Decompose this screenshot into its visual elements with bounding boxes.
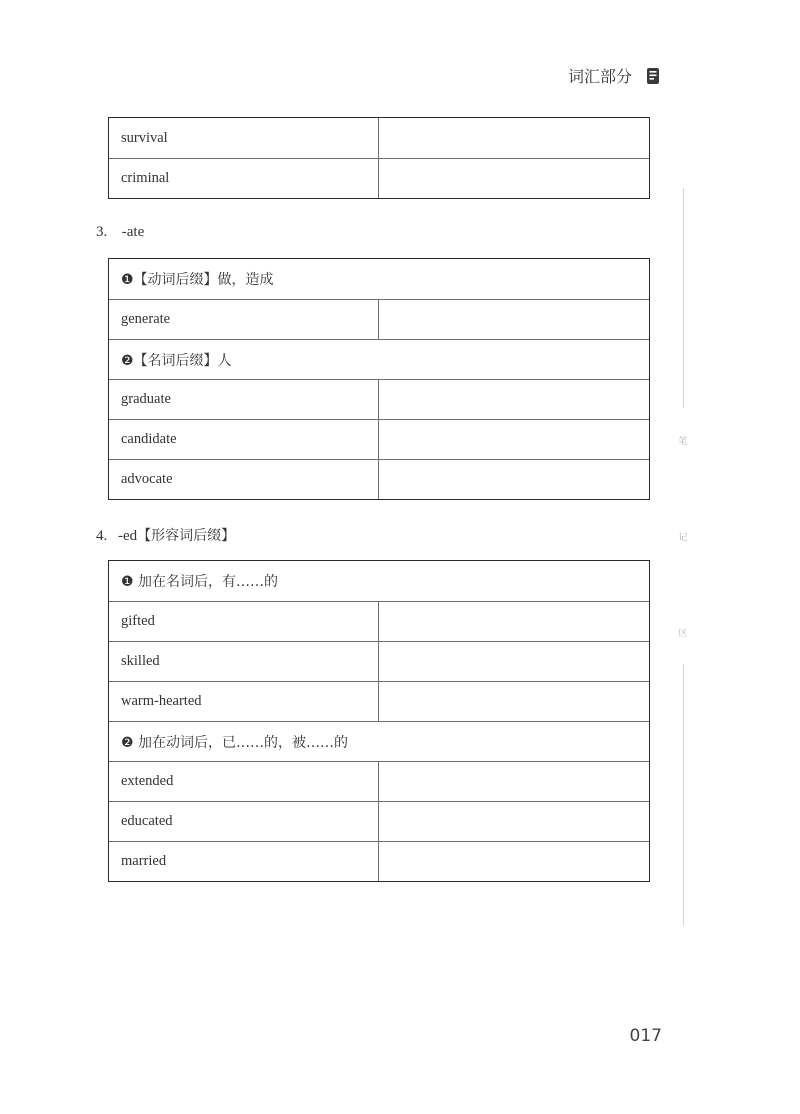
vocab-word: warm-hearted (109, 682, 379, 721)
vocab-word: graduate (109, 380, 379, 419)
vocab-word: candidate (109, 420, 379, 459)
answer-cell (379, 842, 649, 881)
section-number: 3. (96, 224, 108, 240)
page-number: 017 (629, 1026, 662, 1046)
category-heading-row (109, 561, 649, 601)
category-heading-row (109, 259, 649, 299)
vocab-word: gifted (109, 602, 379, 641)
category-heading: ❶【动词后缀】做，造成 (121, 272, 274, 288)
answer-cell (379, 602, 649, 641)
answer-cell (379, 642, 649, 681)
table-row (109, 801, 649, 841)
table-row (109, 118, 649, 158)
category-heading: ❷ 加在动词后，已……的，被……的 (121, 734, 349, 751)
table-row (109, 841, 649, 881)
vocab-table-ed (108, 560, 650, 882)
vocab-word: extended (109, 762, 379, 801)
vocab-table-1 (108, 117, 650, 199)
vocab-word: criminal (109, 159, 379, 198)
answer-cell (379, 802, 649, 841)
page-header (568, 64, 660, 87)
category-heading-row (109, 721, 649, 761)
notes-label-char: 区 (678, 629, 688, 639)
vocab-word: skilled (109, 642, 379, 681)
category-heading: ❷【名词后缀】人 (121, 352, 232, 369)
section-3-title (96, 224, 144, 241)
notes-divider-bottom (683, 664, 684, 926)
table-row (109, 419, 649, 459)
answer-cell (379, 460, 649, 499)
vocab-word: married (109, 842, 379, 881)
table-row (109, 299, 649, 339)
chapter-title: 词汇部分 (567, 67, 632, 86)
note-icon (646, 67, 660, 85)
category-heading-row (109, 339, 649, 379)
table-row (109, 379, 649, 419)
answer-cell (379, 762, 649, 801)
section-number: 4. (96, 528, 108, 544)
category-heading: ❶ 加在名词后，有……的 (121, 574, 279, 590)
vocab-word: survival (109, 118, 379, 158)
notes-label-char: 笔 (678, 437, 688, 447)
section-suffix-type: 【形容词后缀】 (137, 528, 236, 544)
table-row (109, 681, 649, 721)
notes-label-char: 记 (678, 533, 688, 543)
vocab-word: educated (109, 802, 379, 841)
section-suffix: -ed (118, 528, 138, 544)
answer-cell (379, 300, 649, 339)
table-row (109, 761, 649, 801)
section-4-title (96, 525, 235, 545)
answer-cell (379, 118, 649, 158)
section-suffix: -ate (121, 224, 145, 240)
table-row (109, 601, 649, 641)
answer-cell (379, 682, 649, 721)
notes-divider-top (683, 188, 684, 408)
table-row (109, 641, 649, 681)
answer-cell (379, 159, 649, 198)
vocab-word: generate (109, 300, 379, 339)
table-row (109, 158, 649, 198)
answer-cell (379, 380, 649, 419)
table-row (109, 459, 649, 499)
vocab-word: advocate (109, 460, 379, 499)
answer-cell (379, 420, 649, 459)
vocab-table-ate (108, 258, 650, 500)
